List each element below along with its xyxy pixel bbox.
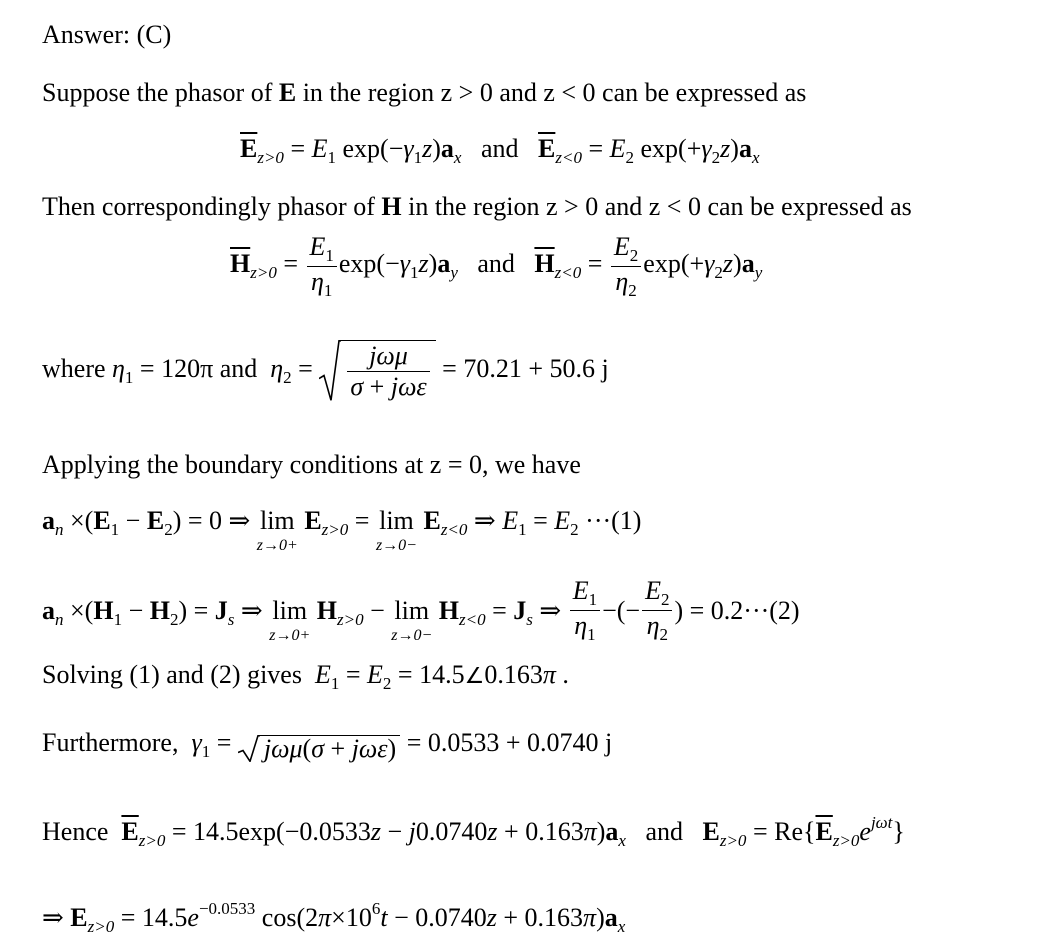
boundary-condition-2: $a_n \times(H_1 - H_2) = J_s$ ⇒ lim z→0+ $H_{z>0} - \lim$ z→0− $H_{z<0} = J_s$ ⇒ $\frac{E_1}{\eta_1}$ −(− $\frac{E_2}{\eta_2}$ ) = 0.2···(2) — [42, 576, 800, 644]
final-equation: ⇒ $E_{z>0} = 14.5e^{-0.0533}$ $\cos(2\pi\times 10^6t - 0.0740z + 0.163\pi)a_x$ — [42, 899, 626, 936]
h-field-equation: $\overline{H}_{z>0}$ = $\frac{E_1}{\eta_1}$ $\exp(-\gamma_1z)a_y$ and $\overline{H}_{z<0}$ = $\frac{E_2}{\eta_2}$ $\exp(+\gamma_2z)a_y$ — [230, 232, 763, 300]
answer-line: Answer: (C) — [42, 20, 172, 49]
hence-line: Hence $\overline{E}_{z>0} = 14.5\exp(-0.0533z - j0.0740z + 0.163\pi)a_x$ and $E_{z>0} = Re\{\overline{E}_{z>0}e^{j\omega t}\}$ — [42, 813, 905, 850]
gamma-line: Furthermore, $\gamma_1$ = jωμ(σ + jωε) = 0.0533 + 0.0740 j — [42, 728, 613, 763]
eta-definitions: where $\eta_1 = 120\pi$ and $\eta_2$ = $\frac{\text{jωμ}}{\text{σ + jωε}}$ = 70.21 + 50.6 j — [42, 341, 609, 401]
e-field-equation: $\overline{E}_{z>0} = E_1$ $\exp(-\gamma_1z)a_x$ and $\overline{E}_{z<0} = E_2$ $\exp(+\gamma_2z)a_x$ — [240, 134, 760, 167]
solving-line: Solving (1) and (2) gives $E_1 = E_2$ = 14.5∠0.163π . — [42, 660, 569, 693]
boundary-condition-1: $a_n \times(E_1 - E_2) = 0$ ⇒ lim z→0+ $E_{z>0} = \lim$ z→0− $E_{z<0}$ ⇒ $E_1 = E_2 \cdot\cdot\cdot(1)$ — [42, 506, 642, 554]
suppose-line: Suppose the phasor of E in the region z > 0 and z < 0 can be expressed as — [42, 78, 807, 107]
applying-line: Applying the boundary conditions at z = 0, we have — [42, 450, 581, 479]
then-line: Then correspondingly phasor of H in the region z > 0 and z < 0 can be expressed as — [42, 192, 912, 221]
